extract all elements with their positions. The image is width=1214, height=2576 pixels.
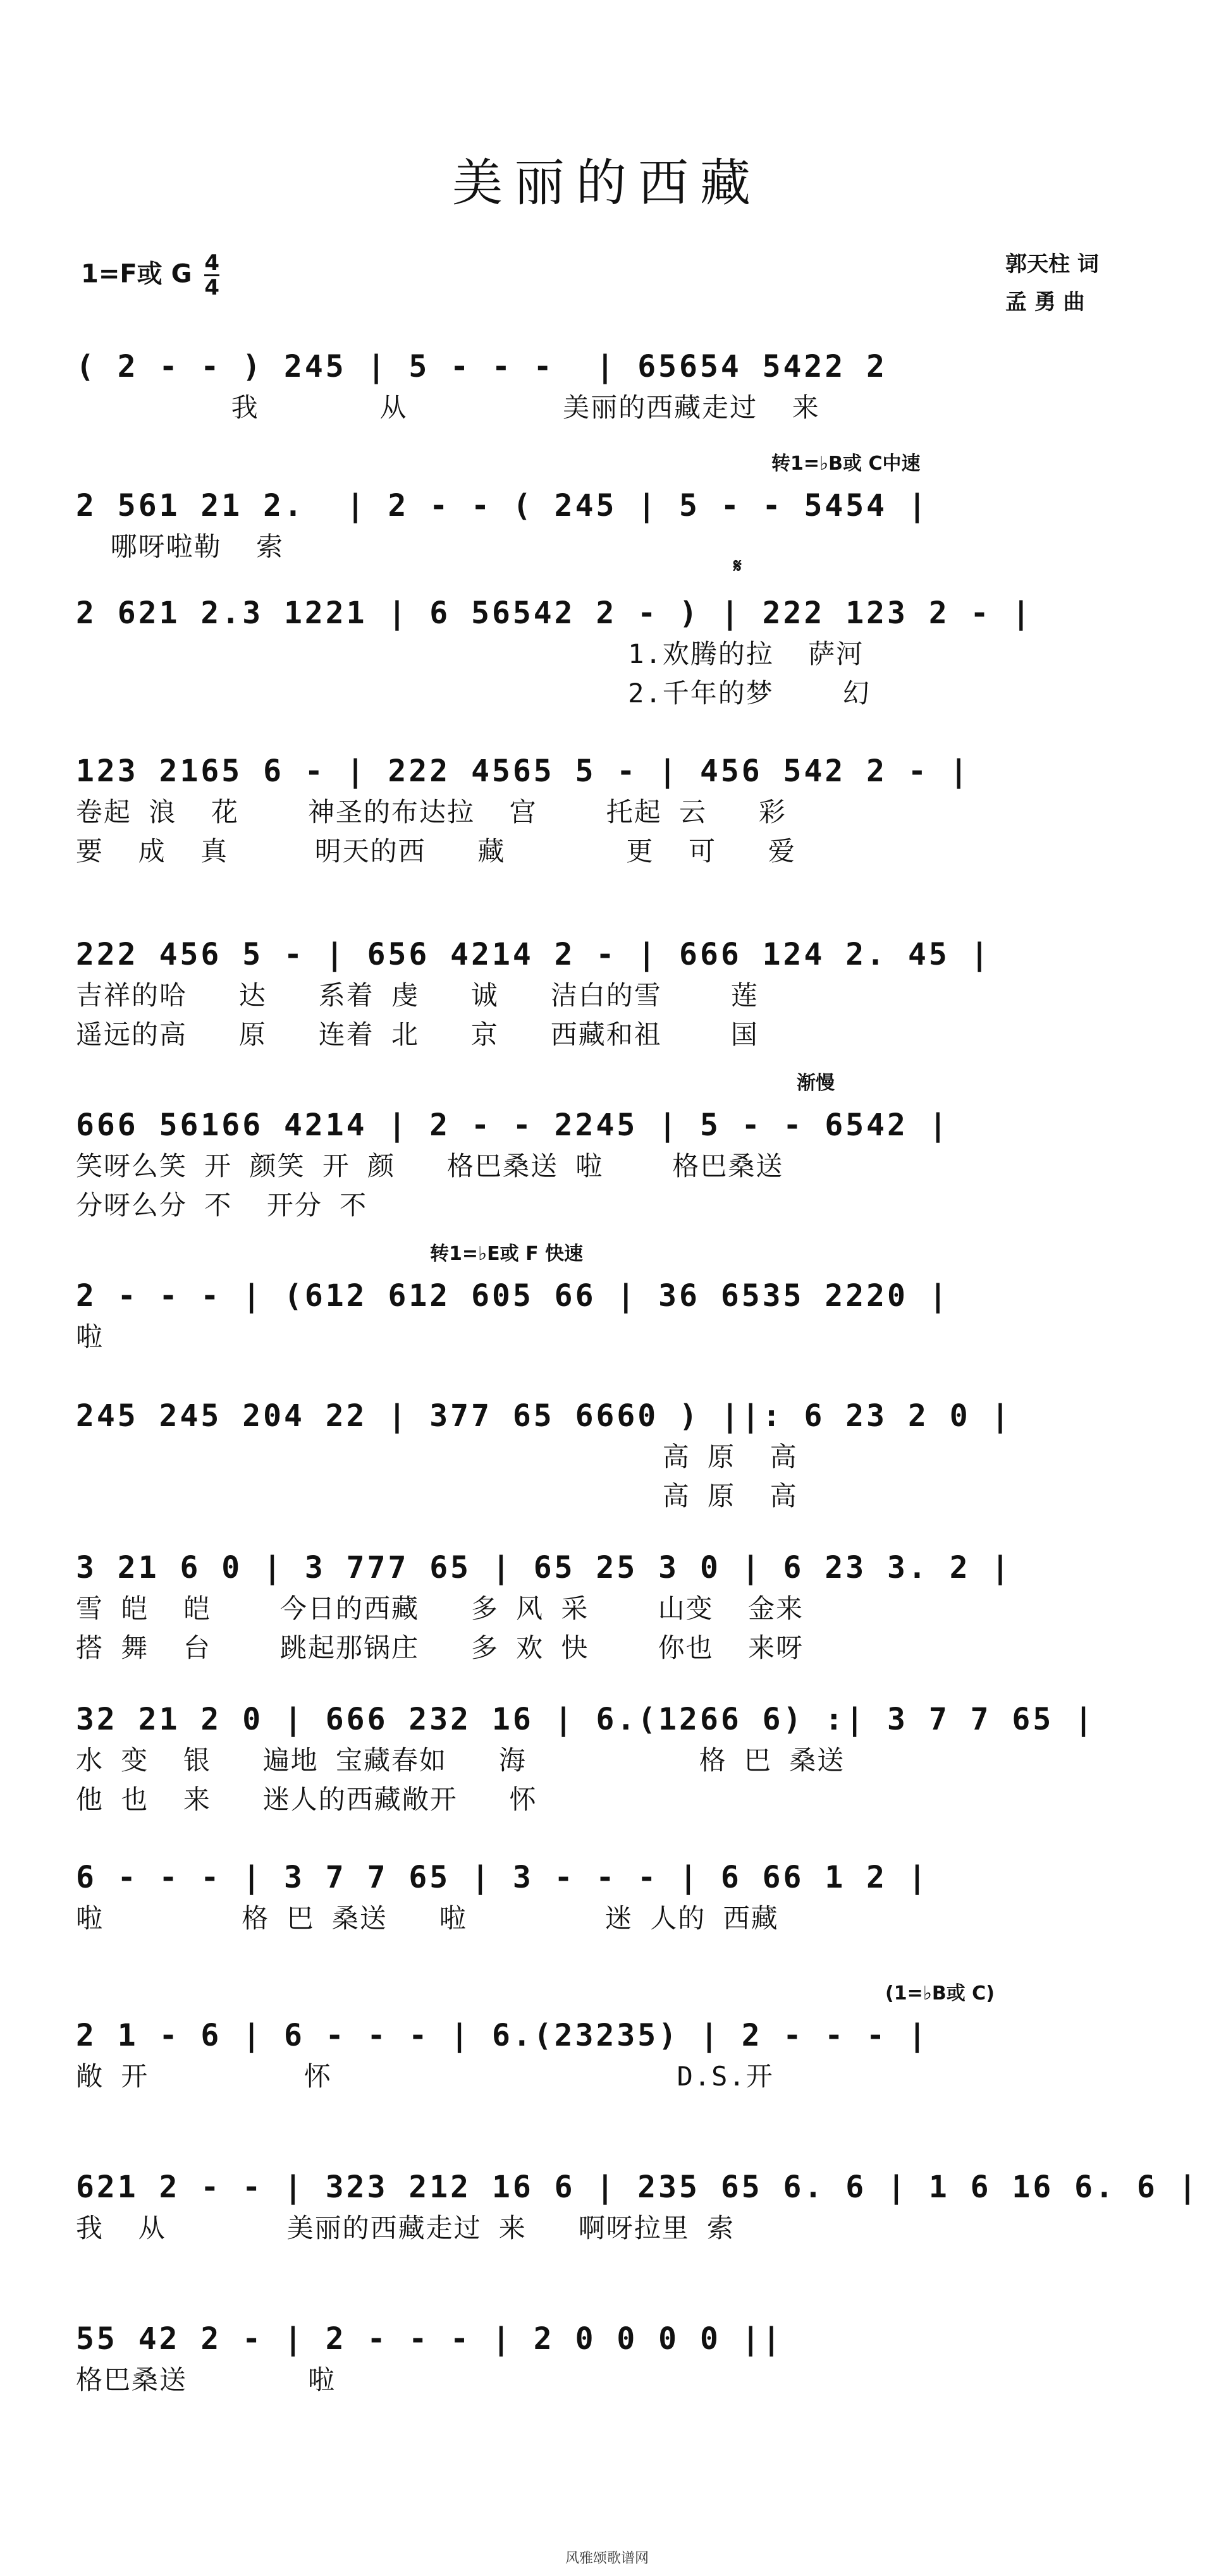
note-line: 2 561 21 2. | 2 - - ( 245 | 5 - - 5454 | xyxy=(76,488,929,523)
lyric-line: 分呀么分 不 开分 不 xyxy=(76,1190,368,1221)
time-signature-bottom: 4 xyxy=(204,275,220,300)
tempo-mark: 转1=♭B或 C中速 xyxy=(771,453,921,475)
footer-watermark: 风雅颂歌谱网 xyxy=(565,2551,649,2567)
tempo-mark: 渐慢 xyxy=(797,1072,835,1094)
note-line: 6 - - - | 3 7 7 65 | 3 - - - | 6 66 1 2 | xyxy=(76,1860,929,1895)
note-line: 55 42 2 - | 2 - - - | 2 0 0 0 0 || xyxy=(76,2321,783,2357)
lyric-line: 雪 皑 皑 今日的西藏 多 风 采 山变 金来 xyxy=(76,1593,804,1624)
lyric-line: 高 原 高 xyxy=(76,1441,798,1472)
time-signature xyxy=(204,252,219,299)
lyric-line: 我 从 美丽的西藏走过 来 啊呀拉里 索 xyxy=(76,2213,735,2243)
note-line: ( 2 - - ) 245 | 5 - - - | 65654 5422 2 xyxy=(76,349,888,384)
lyric-line: 啦 xyxy=(76,1321,104,1352)
credits xyxy=(1005,245,1099,321)
lyric-line: 啦 格 巴 桑送 啦 迷 人的 西藏 xyxy=(76,1903,779,1934)
lyric-line: 2.千年的梦 幻 xyxy=(76,678,871,709)
lyric-line: 要 成 真 明天的西 藏 更 可 爱 xyxy=(76,836,796,867)
tempo-mark: (1=♭B或 C) xyxy=(885,1982,995,2005)
lyric-line: 水 变 银 遍地 宝藏春如 海 格 巴 桑送 xyxy=(76,1745,845,1776)
note-line: 666 56166 4214 | 2 - - 2245 | 5 - - 6542 | xyxy=(76,1108,950,1143)
lyric-line: 敞 开 怀 D.S.开 xyxy=(76,2061,774,2092)
lyric-line: 高 原 高 xyxy=(76,1480,798,1511)
tempo-mark: 𝄋 xyxy=(733,555,742,577)
page-title: 美丽的西藏 xyxy=(452,154,762,212)
key-signature xyxy=(81,252,219,299)
note-line: 123 2165 6 - | 222 4565 5 - | 456 542 2 - | xyxy=(76,754,971,789)
note-line: 2 - - - | (612 612 605 66 | 36 6535 2220 | xyxy=(76,1278,950,1314)
lyric-line: 1.欢腾的拉 萨河 xyxy=(76,638,864,669)
lyric-line: 搭 舞 台 跳起那锅庄 多 欢 快 你也 来呀 xyxy=(76,1632,804,1663)
note-line: 2 621 2.3 1221 | 6 56542 2 - ) | 222 123 2 - | xyxy=(76,595,1033,631)
lyric-line: 吉祥的哈 达 系着 虔 诚 洁白的雪 莲 xyxy=(76,980,759,1011)
lyric-line: 我 从 美丽的西藏走过 来 xyxy=(76,392,820,423)
note-line: 32 21 2 0 | 666 232 16 | 6.(1266 6) :| 3 7 7 65 | xyxy=(76,1702,1096,1737)
lyric-line: 格巴桑送 啦 xyxy=(76,2364,336,2395)
lyric-line: 笑呀么笑 开 颜笑 开 颜 格巴桑送 啦 格巴桑送 xyxy=(76,1151,784,1181)
note-line: 245 245 204 22 | 377 65 6660 ) ||: 6 23 2 0 | xyxy=(76,1398,1012,1434)
note-line: 2 1 - 6 | 6 - - - | 6.(23235) | 2 - - - | xyxy=(76,2018,929,2053)
note-line: 3 21 6 0 | 3 777 65 | 65 25 3 0 | 6 23 3. 2 | xyxy=(76,1550,1012,1585)
note-line: 222 456 5 - | 656 4214 2 - | 666 124 2. 45 | xyxy=(76,937,991,972)
time-signature-top: 4 xyxy=(204,250,220,276)
lyric-line: 卷起 浪 花 神圣的布达拉 宫 托起 云 彩 xyxy=(76,797,787,827)
key-label: 1=F或 G xyxy=(81,259,192,289)
note-line: 621 2 - - | 323 212 16 6 | 235 65 6. 6 | 1 6 16 6. 6 | xyxy=(76,2170,1199,2205)
lyric-line: 遥远的高 原 连着 北 京 西藏和祖 国 xyxy=(76,1019,759,1050)
lyric-line: 他 也 来 迷人的西藏敞开 怀 xyxy=(76,1784,537,1815)
lyric-line: 哪呀啦勒 索 xyxy=(76,531,285,562)
composer-credit: 孟 勇 曲 xyxy=(1005,290,1085,315)
lyricist-credit: 郭天柱 词 xyxy=(1005,252,1099,277)
tempo-mark: 转1=♭E或 F 快速 xyxy=(430,1243,584,1265)
